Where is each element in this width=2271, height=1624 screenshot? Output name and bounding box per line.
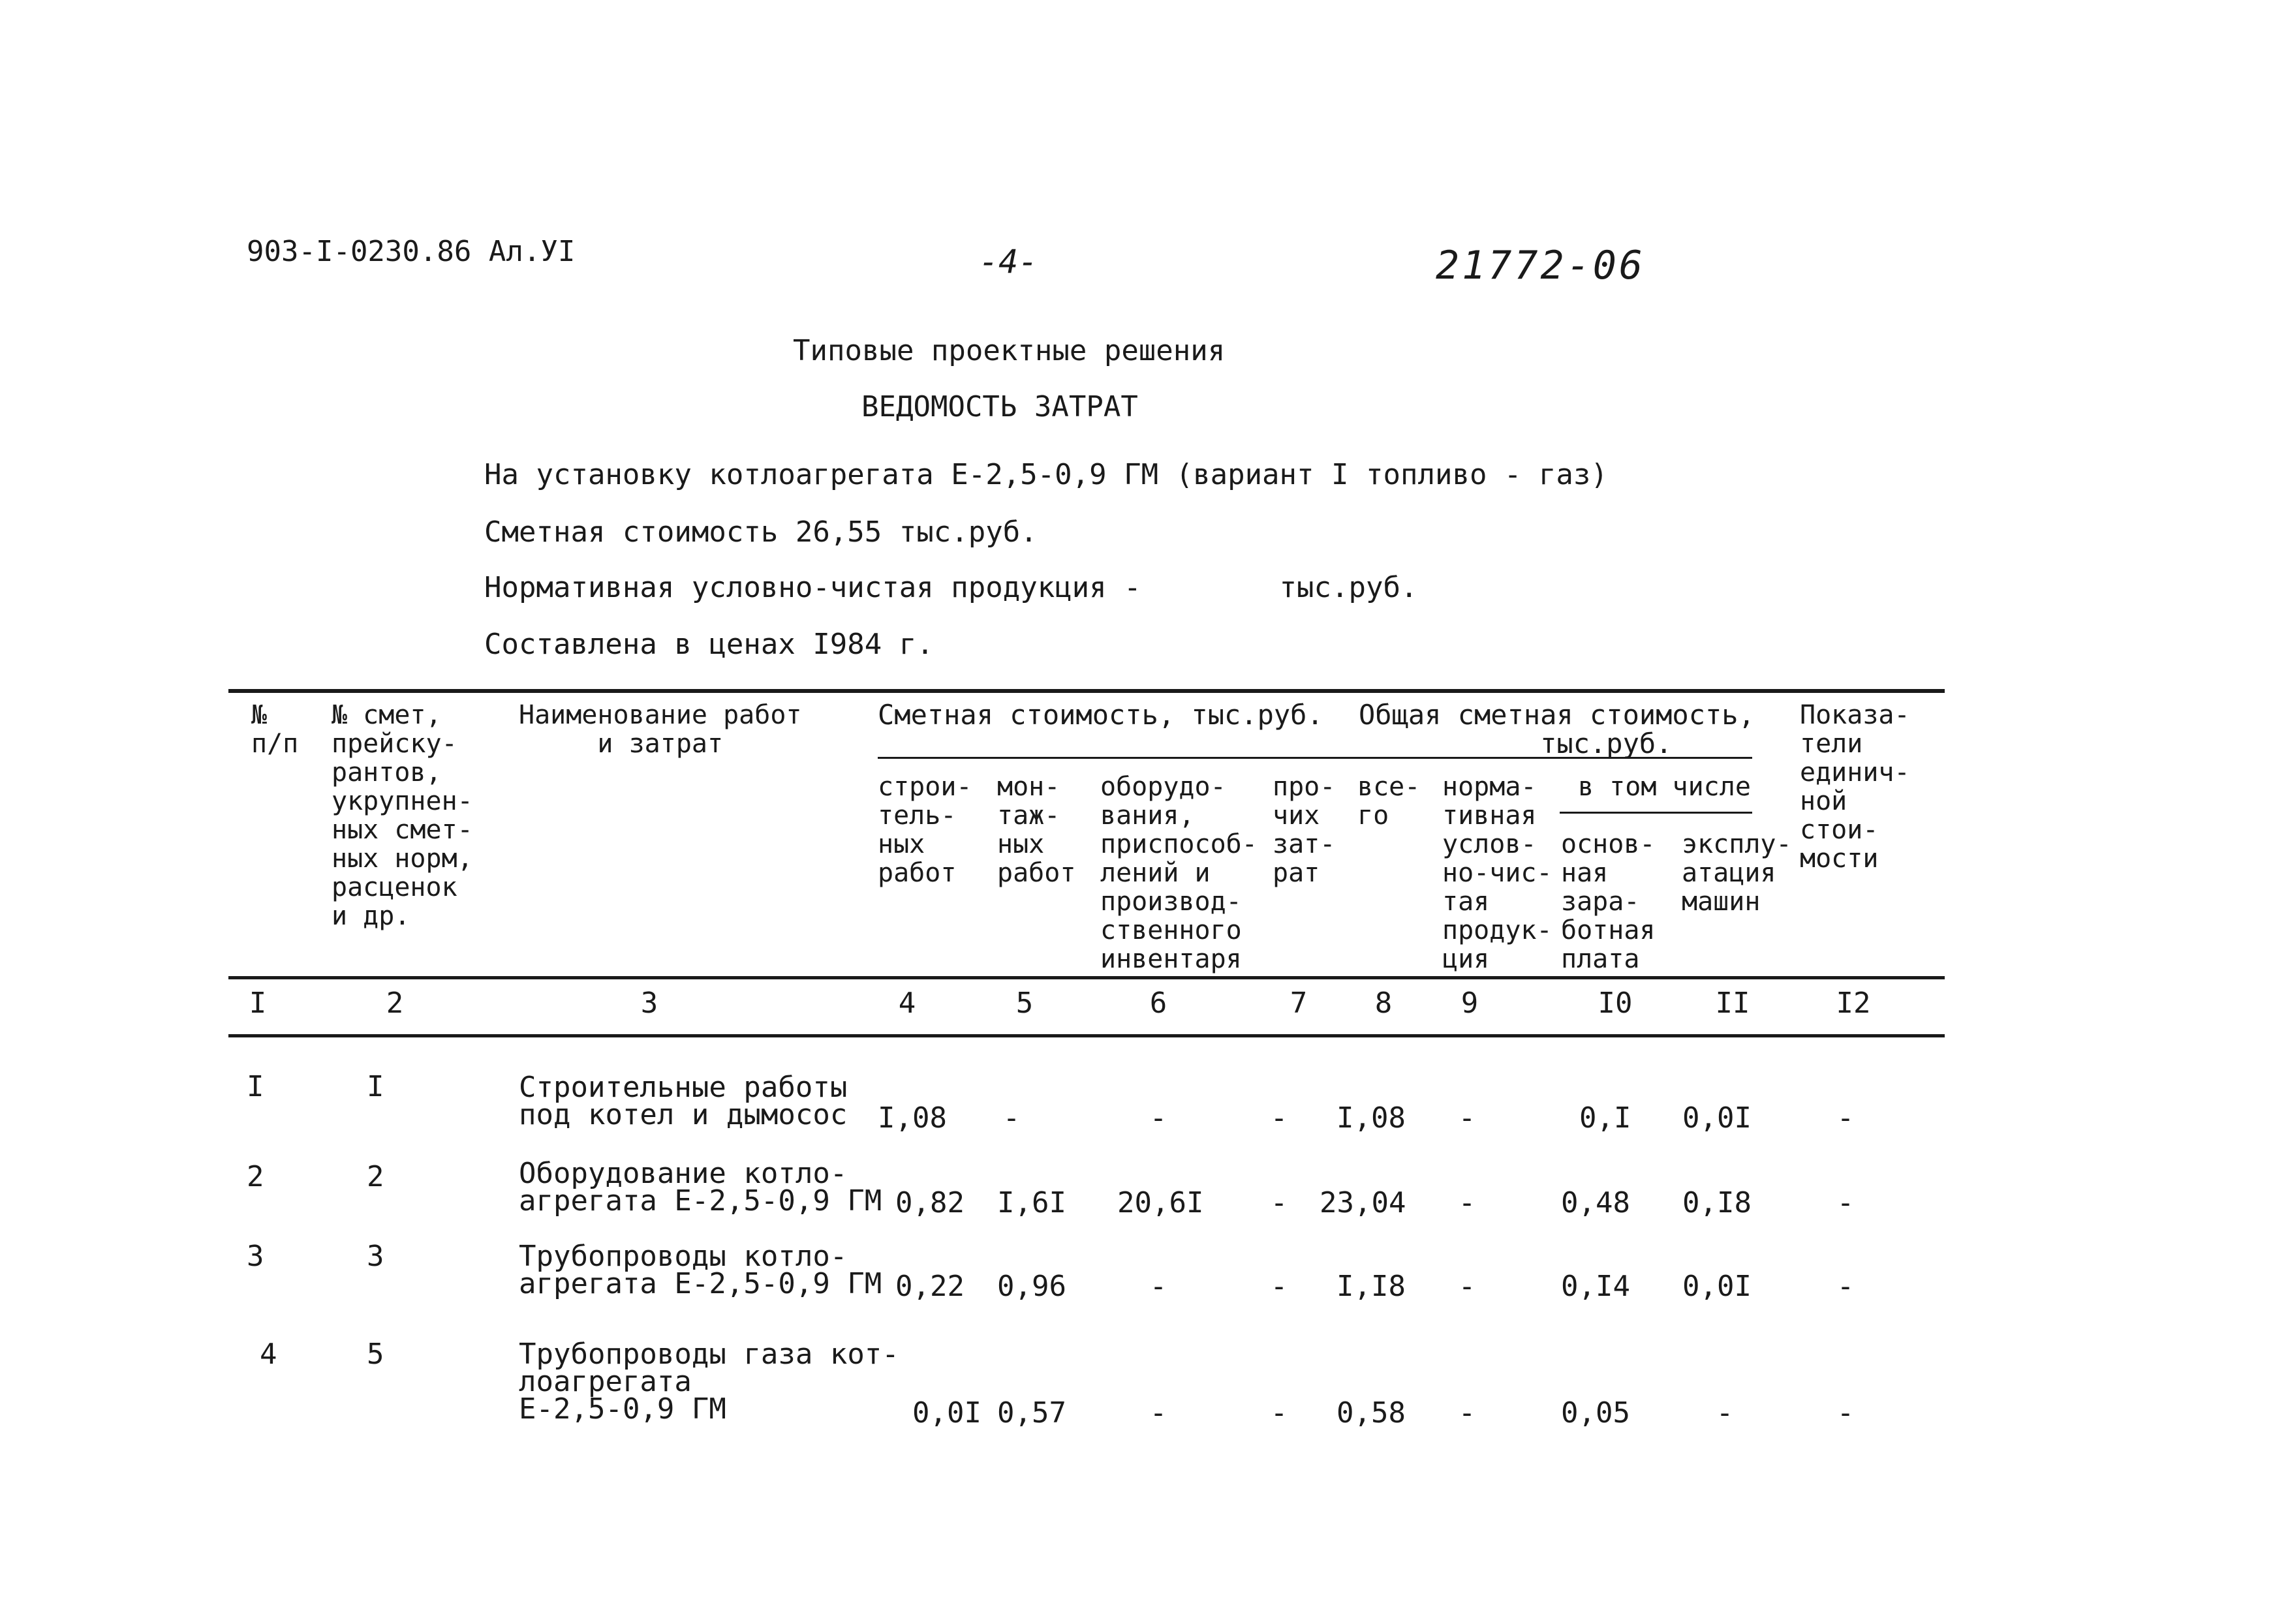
row-total: I,I8 bbox=[1336, 1270, 1406, 1303]
row-construction: 0,0I bbox=[912, 1396, 981, 1430]
row-ref: I bbox=[367, 1070, 384, 1103]
row-name: Трубопроводы газа кот- лоагрегата Е-2,5-0,9 ГМ bbox=[519, 1338, 899, 1426]
row-construction: I,08 bbox=[878, 1101, 947, 1135]
page-number: -4- bbox=[979, 243, 1038, 281]
row-normative: - bbox=[1458, 1396, 1476, 1430]
header-estimate-ref: № смет, прейску- рантов, укрупнен- ных смет- ных норм, расценок и др. bbox=[332, 700, 473, 931]
header-machine-operation: эксплу- атация машин bbox=[1682, 829, 1792, 917]
row-total: I,08 bbox=[1336, 1101, 1406, 1135]
row-normative: - bbox=[1458, 1186, 1476, 1219]
row-name: Трубопроводы котло- агрегата Е-2,5-0,9 ГМ bbox=[519, 1240, 882, 1300]
row-name: Строительные работы под котел и дымосос bbox=[519, 1071, 848, 1131]
row-name: Оборудование котло- агрегата Е-2,5-0,9 ГМ bbox=[519, 1157, 882, 1218]
row-salary: 0,05 bbox=[1561, 1396, 1630, 1430]
document-subtitle: ВЕДОМОСТЬ ЗАТРАТ bbox=[861, 390, 1138, 423]
header-construction-works: строи- тель- ных работ bbox=[878, 772, 972, 888]
row-number: I bbox=[247, 1070, 264, 1103]
row-total: 23,04 bbox=[1320, 1186, 1406, 1219]
row-other: - bbox=[1270, 1270, 1288, 1303]
row-construction: 0,22 bbox=[895, 1270, 965, 1303]
row-salary: 0,I bbox=[1579, 1101, 1631, 1135]
row-machines: 0,0I bbox=[1682, 1101, 1752, 1135]
column-number: 6 bbox=[1149, 987, 1167, 1020]
row-ref: 2 bbox=[367, 1160, 384, 1193]
column-number: 4 bbox=[898, 987, 916, 1020]
column-number: I0 bbox=[1598, 987, 1633, 1020]
header-equipment: оборудо- вания, приспособ- лений и производ- ственного инвентаря bbox=[1100, 772, 1258, 974]
row-installation: I,6I bbox=[997, 1186, 1066, 1219]
column-number: 3 bbox=[640, 987, 658, 1020]
row-other: - bbox=[1270, 1101, 1288, 1135]
row-installation: 0,57 bbox=[997, 1396, 1066, 1430]
header-row-number: № п/п bbox=[251, 700, 299, 759]
row-equipment: - bbox=[1149, 1101, 1167, 1135]
column-numbers-rule bbox=[228, 1034, 1945, 1037]
row-number: 3 bbox=[247, 1240, 264, 1273]
column-number: I bbox=[249, 987, 267, 1020]
column-number: 8 bbox=[1374, 987, 1393, 1020]
row-number: 2 bbox=[247, 1160, 264, 1193]
column-number: 7 bbox=[1290, 987, 1308, 1020]
handwritten-stamp-number: 21772-06 bbox=[1436, 243, 1645, 288]
header-installation-works: мон- таж- ных работ bbox=[997, 772, 1076, 888]
column-number: 5 bbox=[1015, 987, 1034, 1020]
document-code: 903-I-0230.86 Ал.УI bbox=[247, 235, 576, 268]
column-number: II bbox=[1715, 987, 1750, 1020]
row-salary: 0,I4 bbox=[1561, 1270, 1630, 1303]
column-number: I2 bbox=[1836, 987, 1871, 1020]
group-divider-incl bbox=[1560, 812, 1752, 814]
header-other-costs: про- чих зат- рат bbox=[1273, 772, 1336, 888]
row-normative: - bbox=[1458, 1101, 1476, 1135]
header-group-including: в том числе bbox=[1578, 772, 1751, 802]
row-other: - bbox=[1270, 1186, 1288, 1219]
row-equipment: - bbox=[1149, 1270, 1167, 1303]
row-machines: 0,I8 bbox=[1682, 1186, 1752, 1219]
column-number: 2 bbox=[386, 987, 404, 1020]
info-normative-product: Нормативная условно-чистая продукция - тыс.руб. bbox=[484, 571, 1418, 604]
row-other: - bbox=[1270, 1396, 1288, 1430]
row-installation: 0,96 bbox=[997, 1270, 1066, 1303]
row-construction: 0,82 bbox=[895, 1186, 965, 1219]
header-work-name: Наименование работ и затрат bbox=[519, 700, 802, 759]
header-bottom-rule bbox=[228, 976, 1945, 979]
row-machines: 0,0I bbox=[1682, 1270, 1752, 1303]
info-estimated-cost: Сметная стоимость 26,55 тыс.руб. bbox=[484, 515, 1038, 549]
header-group-total-cost: Общая сметная стоимость, тыс.руб. bbox=[1359, 699, 1755, 759]
header-group-estimated-cost: Сметная стоимость, тыс.руб. bbox=[878, 699, 1323, 731]
row-equipment: 20,6I bbox=[1117, 1186, 1204, 1219]
row-normative: - bbox=[1458, 1270, 1476, 1303]
row-machines: - bbox=[1716, 1396, 1734, 1430]
row-unit-cost: - bbox=[1836, 1396, 1855, 1430]
row-number: 4 bbox=[260, 1338, 277, 1371]
row-equipment: - bbox=[1149, 1396, 1167, 1430]
column-number: 9 bbox=[1460, 987, 1479, 1020]
header-base-salary: основ- ная зара- ботная плата bbox=[1561, 829, 1656, 974]
row-installation: - bbox=[1002, 1101, 1021, 1135]
row-ref: 3 bbox=[367, 1240, 384, 1273]
header-normative-product: норма- тивная услов- но-чис- тая продук- ция bbox=[1442, 772, 1553, 974]
document-title: Типовые проектные решения bbox=[793, 334, 1226, 367]
table-top-rule bbox=[228, 689, 1945, 693]
header-unit-cost-indicators: Показа- тели единич- ной стои- мости bbox=[1800, 700, 1910, 874]
row-unit-cost: - bbox=[1836, 1101, 1855, 1135]
row-salary: 0,48 bbox=[1561, 1186, 1630, 1219]
info-prices-year: Составлена в ценах I984 г. bbox=[484, 628, 934, 661]
row-unit-cost: - bbox=[1836, 1270, 1855, 1303]
row-total: 0,58 bbox=[1336, 1396, 1406, 1430]
row-ref: 5 bbox=[367, 1338, 384, 1371]
info-installation: На установку котлоагрегата Е-2,5-0,9 ГМ (вариант I топливо - газ) bbox=[484, 458, 1608, 491]
header-total: все- го bbox=[1357, 772, 1421, 831]
row-unit-cost: - bbox=[1836, 1186, 1855, 1219]
